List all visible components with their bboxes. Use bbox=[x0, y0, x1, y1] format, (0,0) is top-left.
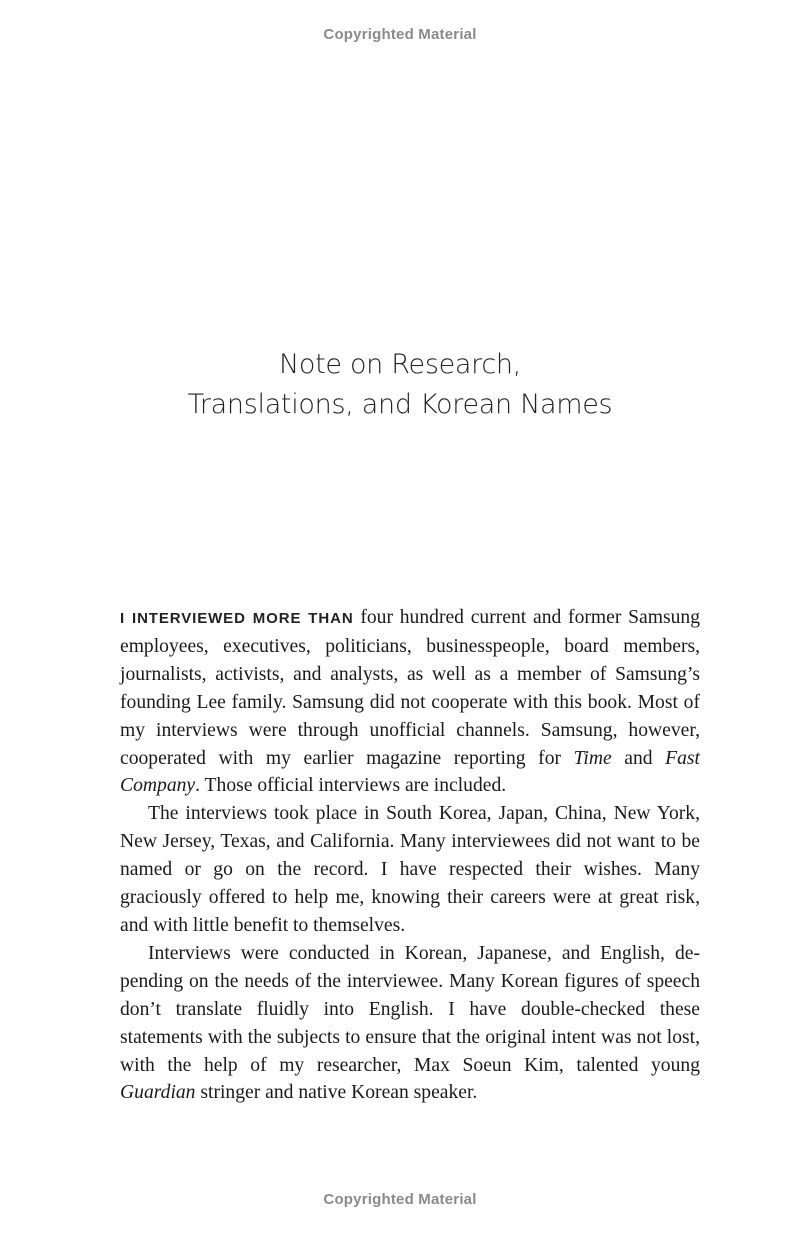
watermark-top: Copyrighted Material bbox=[323, 26, 477, 43]
watermark-bottom: Copyrighted Material bbox=[323, 1191, 477, 1208]
paragraph-2 bbox=[120, 800, 700, 940]
body-text bbox=[120, 604, 700, 1107]
paragraph-1-text-c: . Those official interviews are included. bbox=[195, 775, 507, 797]
lead-in: I INTERVIEWED MORE THAN bbox=[120, 610, 354, 627]
paragraph-3-text-b: stringer and native Korean speaker. bbox=[195, 1082, 478, 1104]
chapter-title bbox=[0, 345, 800, 425]
paragraph-1 bbox=[120, 604, 700, 800]
paragraph-1-text-a: four hundred current and former Samsung employees, executives, politicians, businesspeople, board members, journalists, activists, and analysts, as well as a member of Samsung’s founding Lee family. Samsung did not cooperate with this book. Most of my interviews were through unofficial channels. Samsung, however, cooperated with my earlier magazine reporting for bbox=[120, 607, 700, 769]
paragraph-1-text-b: and bbox=[611, 747, 666, 769]
paragraph-3-text-a: Interviews were conducted in Korean, Japanese, and English, depending on the needs of the interviewee. Many Korean figures of speech don’t translate fluidly into English. I have double-checked these statements with the subjects to ensure that the original intent was not lost, with the help of my researcher, Max Soeun Kim, talented young bbox=[120, 942, 700, 1076]
paragraph-1-italic-time: Time bbox=[573, 747, 612, 769]
paragraph-1-italic-fast-company: Fast Company bbox=[120, 747, 700, 797]
paragraph-3 bbox=[120, 940, 700, 1107]
paragraph-2-text: The interviews took place in South Korea, Japan, China, New York, New Jersey, Texas, and California. Many interviewees did not want to be named or go on the record. I have respected their wishes. Many graciously offered to help me, knowing their careers were at great risk, and with little benefit to themselves. bbox=[120, 803, 700, 936]
chapter-title-line-2: Translations, and Korean Names bbox=[187, 389, 613, 420]
chapter-title-line-1: Note on Research, bbox=[278, 349, 522, 380]
paragraph-3-italic-guardian: Guardian bbox=[120, 1082, 196, 1104]
